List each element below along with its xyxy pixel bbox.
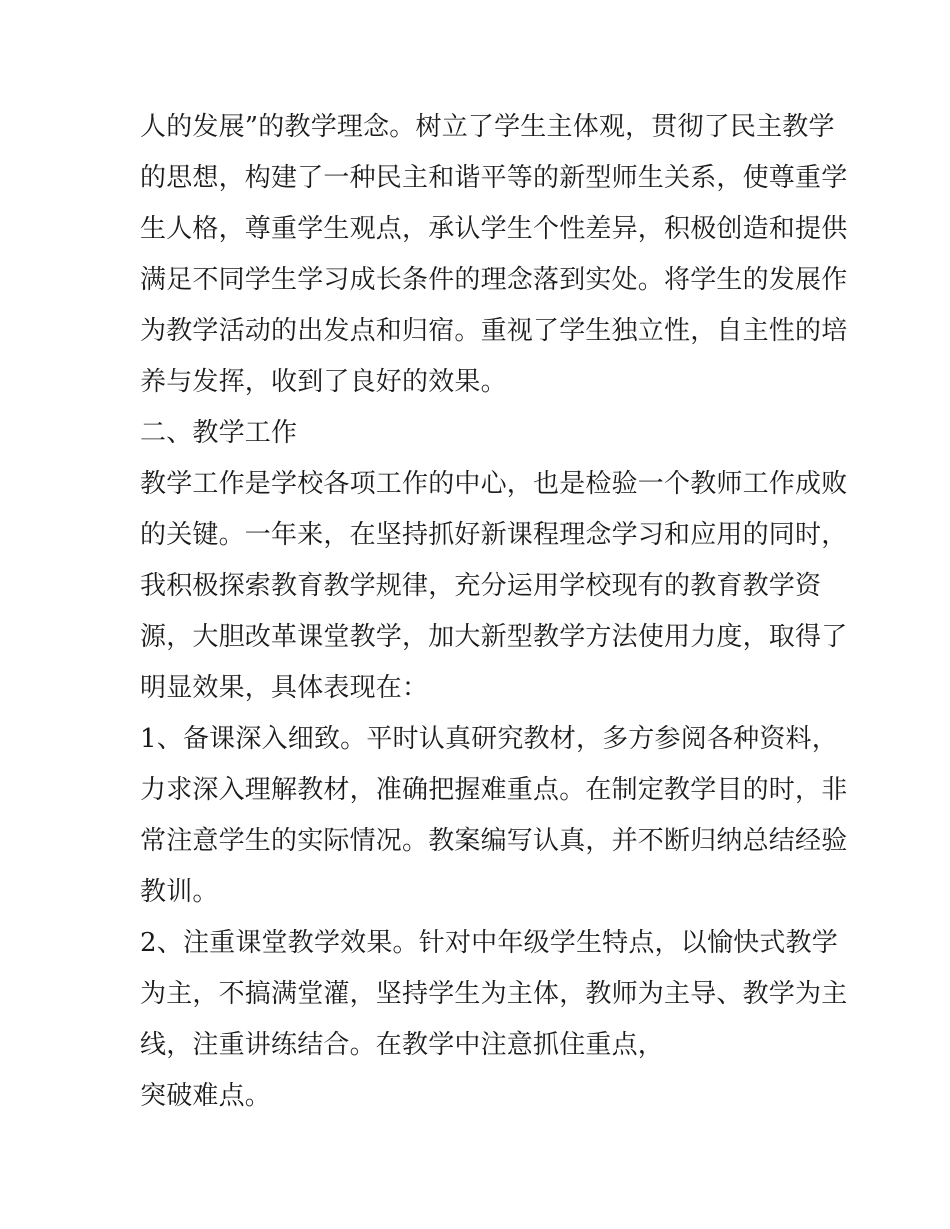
list-item-line: 线，注重讲练结合。在教学中注意抓住重点，	[140, 1030, 665, 1060]
paragraph-line: 为教学活动的出发点和归宿。重视了学生独立性，自主性的培	[140, 316, 848, 346]
paragraph-line: 人的发展”的教学理念。树立了学生主体观，贯彻了民主教学	[140, 112, 835, 142]
paragraph-line: 满足不同学生学习成长条件的理念落到实处。将学生的发展作	[140, 265, 848, 295]
list-item-line: 力求深入理解教材，准确把握难重点。在制定教学目的时，非	[140, 775, 848, 805]
list-item-line: 突破难点。	[140, 1081, 272, 1111]
paragraph-line: 源，大胆改革课堂教学，加大新型教学方法使用力度，取得了	[140, 622, 848, 652]
paragraph-line: 教学工作是学校各项工作的中心，也是检验一个教师工作成败	[140, 469, 848, 499]
list-item-line: 1、备课深入细致。平时认真研究教材，多方参阅各种资料，	[140, 724, 838, 754]
paragraph-line: 我积极探索教育教学规律，充分运用学校现有的教育教学资	[140, 571, 822, 601]
paragraph-line: 的思想，构建了一种民主和谐平等的新型师生关系，使尊重学	[140, 163, 848, 193]
list-item-line: 常注意学生的实际情况。教案编写认真，并不断归纳总结经验	[140, 826, 848, 856]
list-item-line: 2、注重课堂教学效果。针对中年级学生特点，以愉快式教学	[140, 928, 838, 958]
list-item-line: 为主，不搞满堂灌，坚持学生为主体，教师为主导、教学为主	[140, 979, 848, 1009]
paragraph-line: 的关键。一年来，在坚持抓好新课程理念学习和应用的同时，	[140, 520, 848, 550]
section-heading: 二、教学工作	[140, 418, 298, 448]
paragraph-line: 明显效果，具体表现在：	[140, 673, 429, 703]
paragraph-line: 生人格，尊重学生观点，承认学生个性差异，积极创造和提供	[140, 214, 848, 244]
paragraph-line: 养与发挥，收到了良好的效果。	[140, 367, 507, 397]
list-item-line: 教训。	[140, 877, 219, 907]
